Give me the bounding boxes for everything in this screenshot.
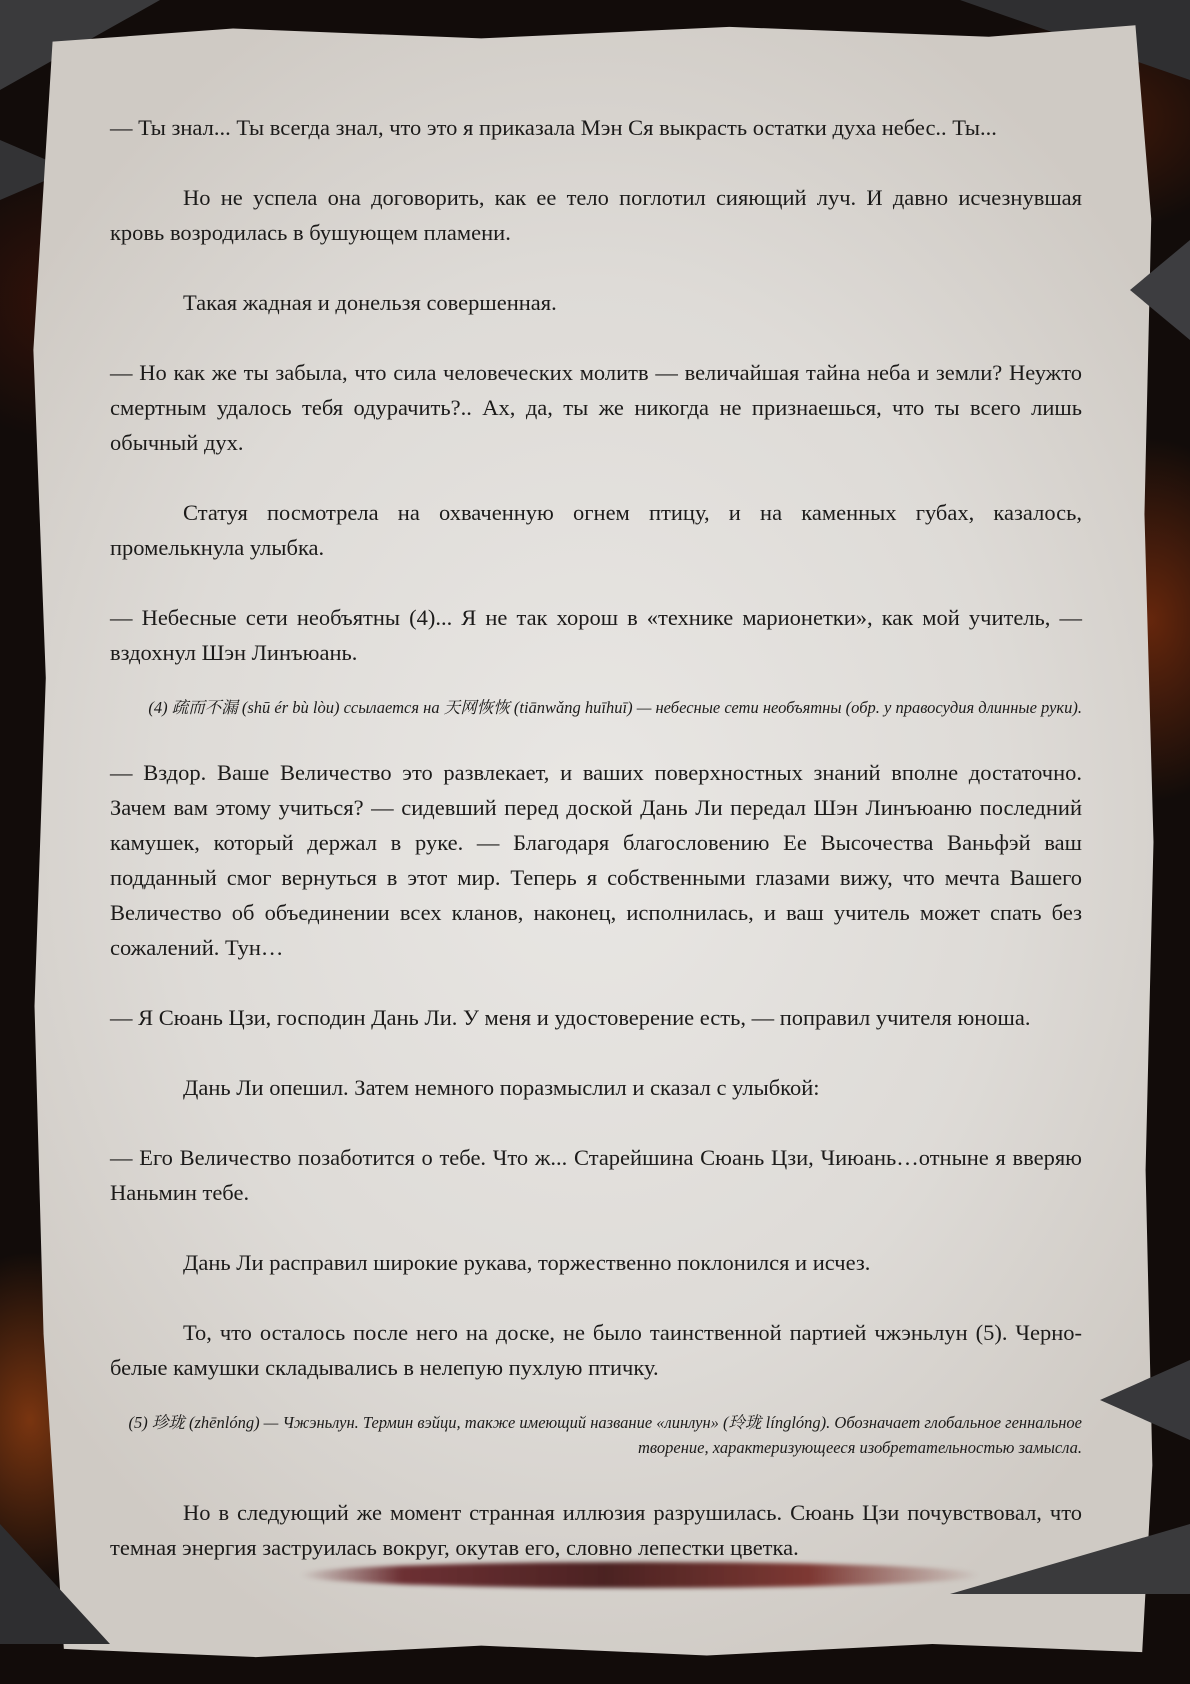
paragraph: То, что осталось после него на доске, не было таинственной партией чжэньлун (5). Черно-белые камушки складывались в нелепую пухлую птичку. <box>110 1320 1082 1380</box>
paragraph: Дань Ли расправил широкие рукава, торжественно поклонился и исчез. <box>183 1250 871 1275</box>
paragraph: Такая жадная и донельзя совершенная. <box>183 290 557 315</box>
paragraph: Дань Ли опешил. Затем немного поразмыслил и сказал с улыбкой: <box>183 1075 820 1100</box>
story-text <box>110 110 1082 1565</box>
metal-spike-decoration <box>1100 1360 1190 1440</box>
paragraph: — Я Сюань Цзи, господин Дань Ли. У меня и удостоверение есть, — поправил учителя юноша. <box>110 1005 1031 1030</box>
paragraph: Но в следующий же момент странная иллюзия разрушилась. Сюань Цзи почувствовал, что темная энергия заструилась вокруг, окутав его, словно лепестки цветка. <box>110 1500 1082 1560</box>
burn-mark-decoration <box>300 1562 980 1588</box>
paragraph: — Небесные сети необъятны (4)... Я не так хорош в «технике марионетки», как мой учитель, — вздохнул Шэн Линъюань. <box>110 605 1082 665</box>
paragraph: — Ты знал... Ты всегда знал, что это я приказала Мэн Ся выкрасть остатки духа небес.. Ты... <box>110 115 997 140</box>
paragraph: — Его Величество позаботится о тебе. Что ж... Старейшина Сюань Цзи, Чиюань…отныне я вверяю Наньмин тебе. <box>110 1145 1082 1205</box>
paragraph: — Вздор. Ваше Величество это развлекает, и ваших поверхностных знаний вполне достаточно. Зачем вам этому учиться? — сидевший перед доской Дань Ли передал Шэн Линъюаню последний камушек, который держал в руке. — Благодаря благословению Ее Высочества Ваньфэй ваш подданный смог вернуться в этот мир. Теперь я собственными глазами вижу, что мечта Вашего Величество об объединении всех кланов, наконец, исполнилась, и ваш учитель может спать без сожалений. Тун… <box>110 760 1082 960</box>
metal-spike-decoration <box>1130 240 1190 340</box>
paragraph: Но не успела она договорить, как ее тело поглотил сияющий луч. И давно исчезнувшая кровь возродилась в бушующем пламени. <box>110 185 1082 245</box>
paragraph: — Но как же ты забыла, что сила человеческих молитв — величайшая тайна неба и земли? Неужто смертным удалось тебя одурачить?.. Ах, да, ты же никогда не признаешься, что ты всего лишь обычный дух. <box>110 360 1082 455</box>
footnote: (4) 疏而不漏 (shū ér bù lòu) ссылается на 天网恢恢 (tiānwǎng huīhuī) — небесные сети необъятны (обр. у правосудия длинные руки). <box>148 698 1082 717</box>
metal-spike-decoration <box>0 1524 110 1644</box>
paragraph: Статуя посмотрела на охваченную огнем птицу, и на каменных губах, казалось, промелькнула улыбка. <box>110 500 1082 560</box>
footnote: (5) 珍珑 (zhēnlóng) — Чжэньлун. Термин вэйци, также имеющий название «линлун» (玲珑 línglóng). Обозначает глобальное геннальное творение, характеризующееся изобретательностью замысла. <box>128 1413 1082 1457</box>
